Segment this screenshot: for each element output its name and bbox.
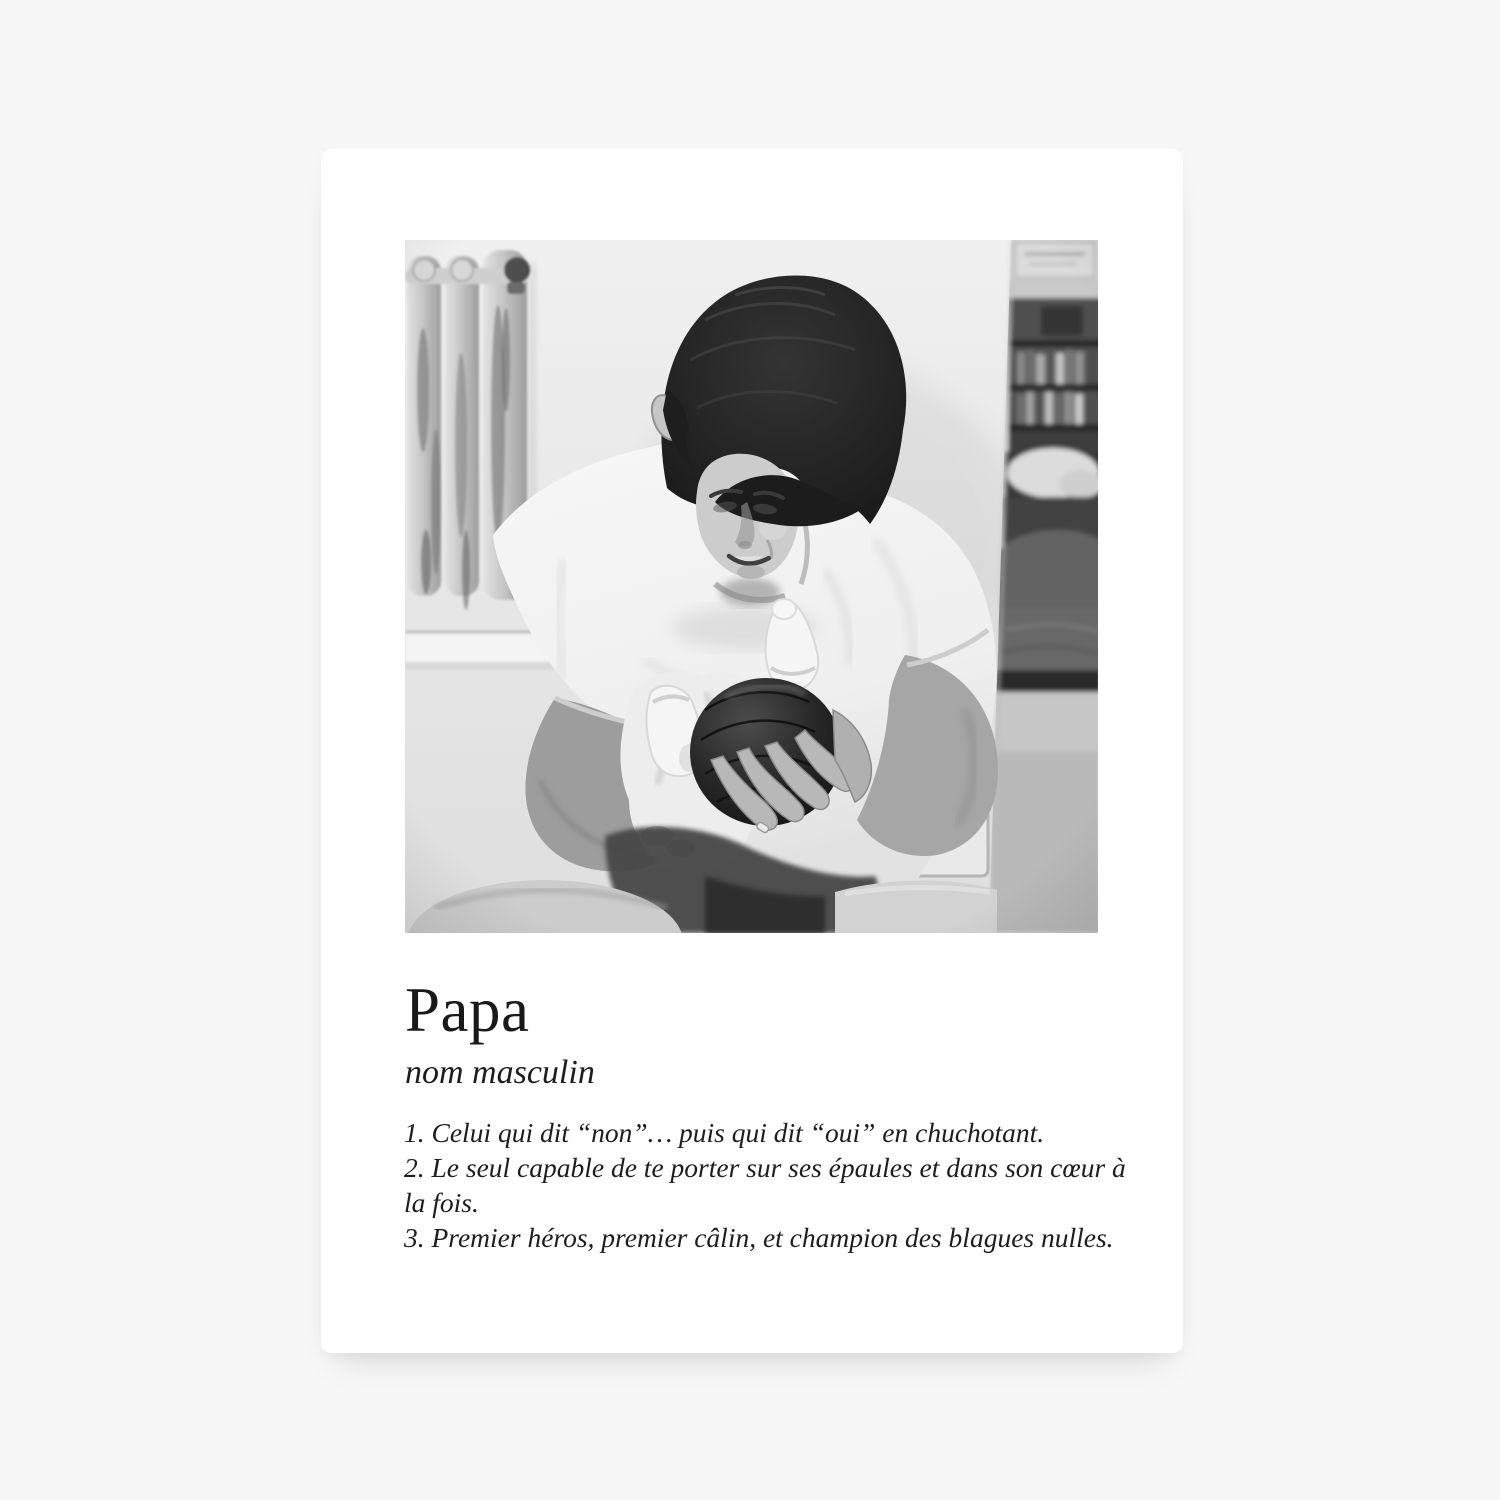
poster-title: Papa [405, 975, 530, 1045]
photo-scene [405, 240, 1098, 933]
definitions-list [404, 1115, 1130, 1255]
photo-father-newborn [405, 240, 1098, 933]
poster-card [321, 149, 1183, 1353]
part-of-speech: nom masculin [405, 1054, 595, 1091]
definition-2: 2. Le seul capable de te porter sur ses épaules et dans son cœur à la fois. [404, 1152, 1126, 1218]
definition-1: 1. Celui qui dit “non”… puis qui dit “oui” en chuchotant. [404, 1117, 1045, 1148]
definition-3: 3. Premier héros, premier câlin, et champion des blagues nulles. [404, 1222, 1114, 1253]
